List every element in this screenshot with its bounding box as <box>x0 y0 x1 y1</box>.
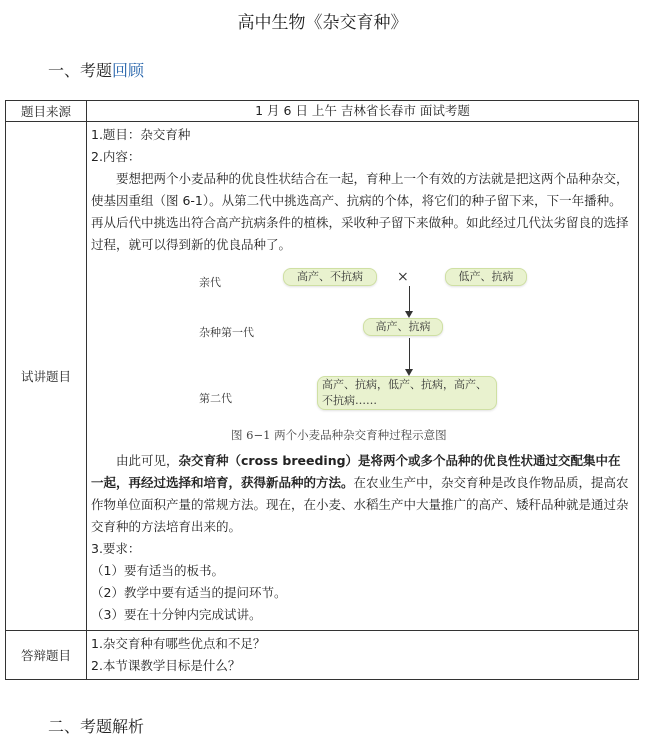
section-heading-prefix: 一、考题 <box>48 61 113 80</box>
requirement-item: （1）要有适当的板书。 <box>91 563 224 578</box>
page-title: 高中生物《杂交育种》 <box>237 13 408 33</box>
gen-label-f1: 杂种第一代 <box>199 326 254 339</box>
defense-question: 1.杂交育种有哪些优点和不足？ <box>91 636 266 651</box>
paragraph-2 <box>91 450 632 538</box>
breeding-diagram <box>91 258 632 446</box>
gen-label-f2: 第二代 <box>199 392 232 405</box>
requirement-item: （2）教学中要有适当的提问环节。 <box>91 585 287 600</box>
defense-label: 答辩题目 <box>6 631 87 680</box>
source-row <box>6 101 639 122</box>
cross-symbol: × <box>397 269 409 285</box>
exam-table <box>5 100 639 680</box>
lecture-row <box>6 122 639 631</box>
source-label: 题目来源 <box>6 101 87 122</box>
p2-end: 在农业生产中，杂交育种是改良作物品质，提高农作物单位面积产量的常规方法。现在，在小麦、水稻生产中大量推广的高产、矮秆品种就是通过杂交育种的方法培育出来的。 <box>91 475 629 534</box>
gen-label-parent: 亲代 <box>199 276 221 289</box>
arrow-down-icon <box>409 286 410 312</box>
lecture-label: 试讲题目 <box>6 122 87 631</box>
parent-a-box: 高产、不抗病 <box>283 268 377 286</box>
requirement-item: （3）要在十分钟内完成试讲。 <box>91 607 262 622</box>
paragraph-1: 要想把两个小麦品种的优良性状结合在一起，育种上一个有效的方法就是把这两个品种杂交，使基因重组（图 6-1）。从第二代中挑选高产、抗病的个体，将它们的种子留下来，下一年播种。再从后代中挑选出符合高产抗病条件的植株，采收种子留下来做种。如此经过几代汰劣留良的选择过程，就可以得到新的优良品种了。 <box>91 171 629 252</box>
section-heading-highlight: 回顾 <box>112 61 145 80</box>
section-heading-analysis: 二、考题解析 <box>48 717 145 736</box>
p2-start: 由此可见， <box>116 453 179 468</box>
lecture-content <box>87 122 639 631</box>
defense-content <box>87 631 639 680</box>
content-label: 2.内容： <box>91 149 141 164</box>
requirements-label: 3.要求： <box>91 541 141 556</box>
lecture-topic: 1.题目：杂交育种 <box>91 127 191 142</box>
figure-caption: 图 6−1 两个小麦品种杂交育种过程示意图 <box>231 428 447 442</box>
f2-box: 高产、抗病，低产、抗病，高产、不抗病…… <box>317 376 497 410</box>
arrow-down-icon <box>409 338 410 370</box>
f1-box: 高产、抗病 <box>363 318 443 336</box>
defense-row <box>6 631 639 680</box>
source-value: 1 月 6 日 上午 吉林省长春市 面试考题 <box>87 101 639 122</box>
parent-b-box: 低产、抗病 <box>445 268 527 286</box>
p2-definition: 杂交育种（cross breeding）是将两个或多个品种的优良性状通过交配集中在一起，再经过选择和培育，获得新品种的方法。 <box>91 453 621 490</box>
defense-question: 2.本节课教学目标是什么？ <box>91 658 241 673</box>
section-heading-review <box>48 58 144 81</box>
